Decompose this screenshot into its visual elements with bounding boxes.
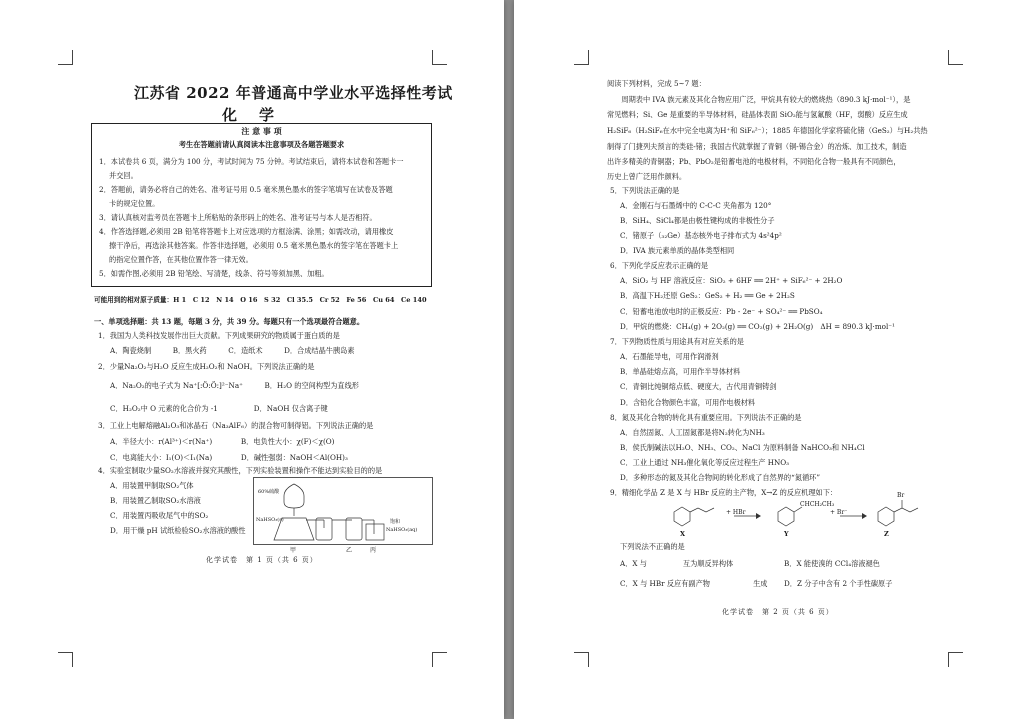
option-line: B．SiH₄、SiCl₄都是由极性键构成的非极性分子 (620, 216, 775, 225)
notice-item: 5．如需作图,必须用 2B 铅笔绘、写清楚，线条、符号等须加黑、加粗。 (99, 269, 329, 278)
notice-item: 擦干净后，再选涂其他答案。作答非选择题，必须用 0.5 毫米黑色墨水的签字笔在答题卡上 (109, 241, 399, 250)
crop-mark (948, 652, 963, 667)
exam-page-1 (0, 0, 504, 719)
apparatus-figure (253, 477, 433, 545)
option-line: C．锗原子（₃₂Ge）基态核外电子排布式为 4s²4p² (620, 231, 782, 240)
mechanism-plus-hbr: + HBr (726, 509, 746, 516)
option-line: A．陶瓷烧制 B．黑火药 C．造纸术 D．合成结晶牛胰岛素 (110, 346, 355, 355)
notice-item: 1．本试卷共 6 页，满分为 100 分，考试时间为 75 分钟。考试结束后，请将本试卷和答题卡一 (99, 157, 404, 166)
notice-item: 3．请认真核对监考员在答题卡上所粘贴的条形码上的姓名、准考证号与本人是否相符。 (99, 213, 377, 222)
notice-subheading: 考生在答题前请认真阅读本注意事项及各题答题要求 (178, 140, 345, 149)
notice-box (91, 123, 432, 287)
reading-text: 常见燃料；Si、Ge 是重要的半导体材料，硅晶体表面 SiO₂能与氢氟酸（HF，弱酸）反应生成 (607, 110, 908, 119)
option-line: C．工业上通过 NH₃催化氧化等反应过程生产 HNO₃ (620, 458, 790, 467)
mechanism-label-z: Z (884, 530, 889, 538)
notice-item: 4．作答选择题,必须用 2B 铅笔将答题卡上对应选项的方框涂满、涂黑；如需改动，请用橡皮 (99, 227, 394, 236)
question-line: 2．少量Na₂O₂与H₂O 反应生成H₂O₂和 NaOH。下列说法正确的是 (98, 362, 315, 371)
crop-mark (432, 50, 447, 65)
question-line: 8．氮及其化合物的转化具有重要应用。下列说法不正确的是 (610, 413, 802, 422)
exam-title: 江苏省 2022 年普通高中学业水平选择性考试 (134, 84, 453, 102)
option-line: D．用干燥 pH 试纸检验SO₂水溶液的酸性 (110, 526, 246, 535)
option-line: D．含铅化合物颜色丰富，可用作电极材料 (620, 398, 756, 407)
mechanism-label-y: Y (784, 530, 789, 538)
apparatus-acid-label: 60%硫酸 (258, 489, 280, 495)
option-line: A．石墨能导电，可用作润滑剂 (620, 352, 719, 361)
apparatus-label-bing: 丙 (370, 547, 377, 554)
option-line: A．自然固氮、人工固氮都是将N₂转化为NH₃ (620, 428, 765, 437)
option-line: A．X 与 互为顺反异构体 (620, 559, 734, 568)
crop-mark (58, 652, 73, 667)
crop-mark (948, 50, 963, 65)
mechanism-y-substituent: CHCH₂CH₃ (800, 501, 835, 508)
question-line: 3．工业上电解熔融Al₂O₃和冰晶石（Na₃AlF₆）的混合物可制得铝。下列说法正确的是 (98, 421, 374, 430)
question-line: 9．精细化学品 Z 是 X 与 HBr 反应的主产物，X→Z 的反应机理如下： (610, 488, 838, 497)
option-line: A．半径大小：r(Al³⁺)＜r(Na⁺) B．电负性大小：χ(F)＜χ(O) (110, 437, 335, 446)
question-stem: 下列说法不正确的是 (620, 542, 685, 551)
reading-text: H₂SiF₆（H₂SiF₆在水中完全电离为H⁺和 SiF₆²⁻）；1885 年德国化学家将硫化锗（GeS₂）与H₂共热 (607, 126, 928, 135)
crop-mark (58, 50, 73, 65)
apparatus-absorber-label: NaHSO₃(aq) (386, 527, 418, 533)
option-line: C．用装置丙吸收尾气中的SO₂ (110, 511, 209, 520)
option-line: B．用装置乙制取SO₂水溶液 (110, 496, 201, 505)
notice-item: 卡的规定位置。 (109, 199, 160, 208)
atomic-mass-line: 可能用到的相对原子质量：H 1 C 12 N 14 O 16 S 32 Cl 35.5 Cr 52 Fe 56 Cu 64 Ce 140 (94, 296, 427, 304)
question-line: 1．我国为人类科技发展作出巨大贡献。下列成果研究的物质属于蛋白质的是 (98, 331, 340, 340)
apparatus-solid-label: NaHSO₃(s) (256, 517, 284, 523)
question-line: 7．下列物质性质与用途具有对应关系的是 (610, 337, 744, 346)
mechanism-label-x: X (680, 530, 686, 538)
option-line: C．青铜比纯铜熔点低、硬度大，古代用青铜铸剑 (620, 382, 777, 391)
question-line: 5．下列说法正确的是 (610, 186, 680, 195)
exam-page-2 (514, 0, 1024, 719)
option-line: C．X 与 HBr 反应有副产物 生成 (620, 579, 768, 588)
option-line: A．金刚石与石墨烯中的 C-C-C 夹角都为 120° (620, 201, 772, 210)
reading-text: 历史上曾广泛用作颜料。 (607, 172, 687, 181)
mechanism-br-label: Br (897, 492, 905, 499)
option-line: D．Z 分子中含有 2 个手性碳原子 (784, 579, 893, 588)
page-footer: 化学试卷 第 1 页（共 6 页） (206, 556, 318, 564)
option-line: D．IVA 族元素单质的晶体类型相同 (620, 246, 735, 255)
reading-text: 制得了门捷列夫预言的类硅-锗；我国古代就掌握了青铜（铜-锡合金）的冶炼、加工技术，制造 (607, 142, 907, 151)
crop-mark (574, 50, 589, 65)
reading-intro: 阅读下列材料，完成 5~7 题： (607, 79, 706, 88)
option-line: C．H₂O₂中 O 元素的化合价为 -1 D．NaOH 仅含离子键 (110, 404, 328, 413)
question-line: 6．下列化学反应表示正确的是 (610, 261, 709, 270)
option-line: D．甲烷的燃烧：CH₄(g) + 2O₂(g) ══ CO₂(g) + 2H₂O(g) ΔH = 890.3 kJ·mol⁻¹ (620, 322, 895, 331)
notice-item: 并交回。 (109, 171, 138, 180)
option-line: C．电离能大小：I₁(O)＜I₁(Na) D．碱性强弱：NaOH＜Al(OH)₃ (110, 453, 348, 462)
subject-title: 化学 (222, 106, 297, 124)
question-line: 4．实验室制取少量SO₂水溶液并探究其酸性，下列实验装置和操作不能达到实验目的的是 (98, 466, 383, 475)
notice-heading: 注 意 事 项 (241, 126, 282, 136)
option-line: B．单晶硅熔点高，可用作半导体材料 (620, 367, 741, 376)
crop-mark (432, 652, 447, 667)
reading-text: 出许多精美的青铜器；Pb、PbO₂是铅蓄电池的电极材料，不同铅化合物一般具有不同颜色， (607, 157, 901, 166)
apparatus-saturated-label: 饱和 (390, 519, 401, 525)
reading-text: 周期表中 IVA 族元素及其化合物应用广泛，甲烷具有较大的燃烧热（890.3 kJ·mol⁻¹），是 (607, 95, 911, 104)
page-footer: 化学试卷 第 2 页（共 6 页） (722, 608, 834, 616)
notice-item: 2．答题前，请务必将自己的姓名、准考证号用 0.5 毫米黑色墨水的签字笔填写在试卷及答题 (99, 185, 393, 194)
mechanism-plus-br: + Br⁻ (830, 509, 848, 516)
option-line: B．侯氏制碱法以H₂O、NH₃、CO₂、NaCl 为原料制备 NaHCO₃和 NH₄Cl (620, 443, 865, 452)
option-line: A．用装置甲制取SO₂气体 (110, 481, 194, 490)
apparatus-label-jia: 甲 (290, 547, 297, 554)
option-line: B．高温下H₂还原 GeS₂：GeS₂ + H₂ ══ Ge + 2H₂S (620, 291, 795, 300)
notice-item: 的指定位置作答，在其他位置作答一律无效。 (109, 255, 253, 264)
option-line: D．多种形态的氮及其化合物间的转化形成了自然界的“氮循环” (620, 473, 820, 482)
crop-mark (574, 652, 589, 667)
apparatus-label-yi: 乙 (346, 547, 353, 554)
option-line: B．X 能使溴的 CCl₄溶液褪色 (784, 559, 880, 568)
option-line: A．Na₂O₂的电子式为 Na⁺[:Ö:Ö:]²⁻Na⁺ B．H₂O 的空间构型为直线形 (110, 381, 359, 390)
section-heading: 一、单项选择题：共 13 题，每题 3 分，共 39 分。每题只有一个选项最符合题意。 (94, 317, 365, 326)
option-line: A．SiO₂ 与 HF 溶液反应：SiO₂ + 6HF ══ 2H⁺ + SiF₆²⁻ + 2H₂O (620, 276, 843, 285)
option-line: C．铅蓄电池放电时的正极反应：Pb - 2e⁻ + SO₄²⁻ ══ PbSO₄ (620, 307, 823, 316)
